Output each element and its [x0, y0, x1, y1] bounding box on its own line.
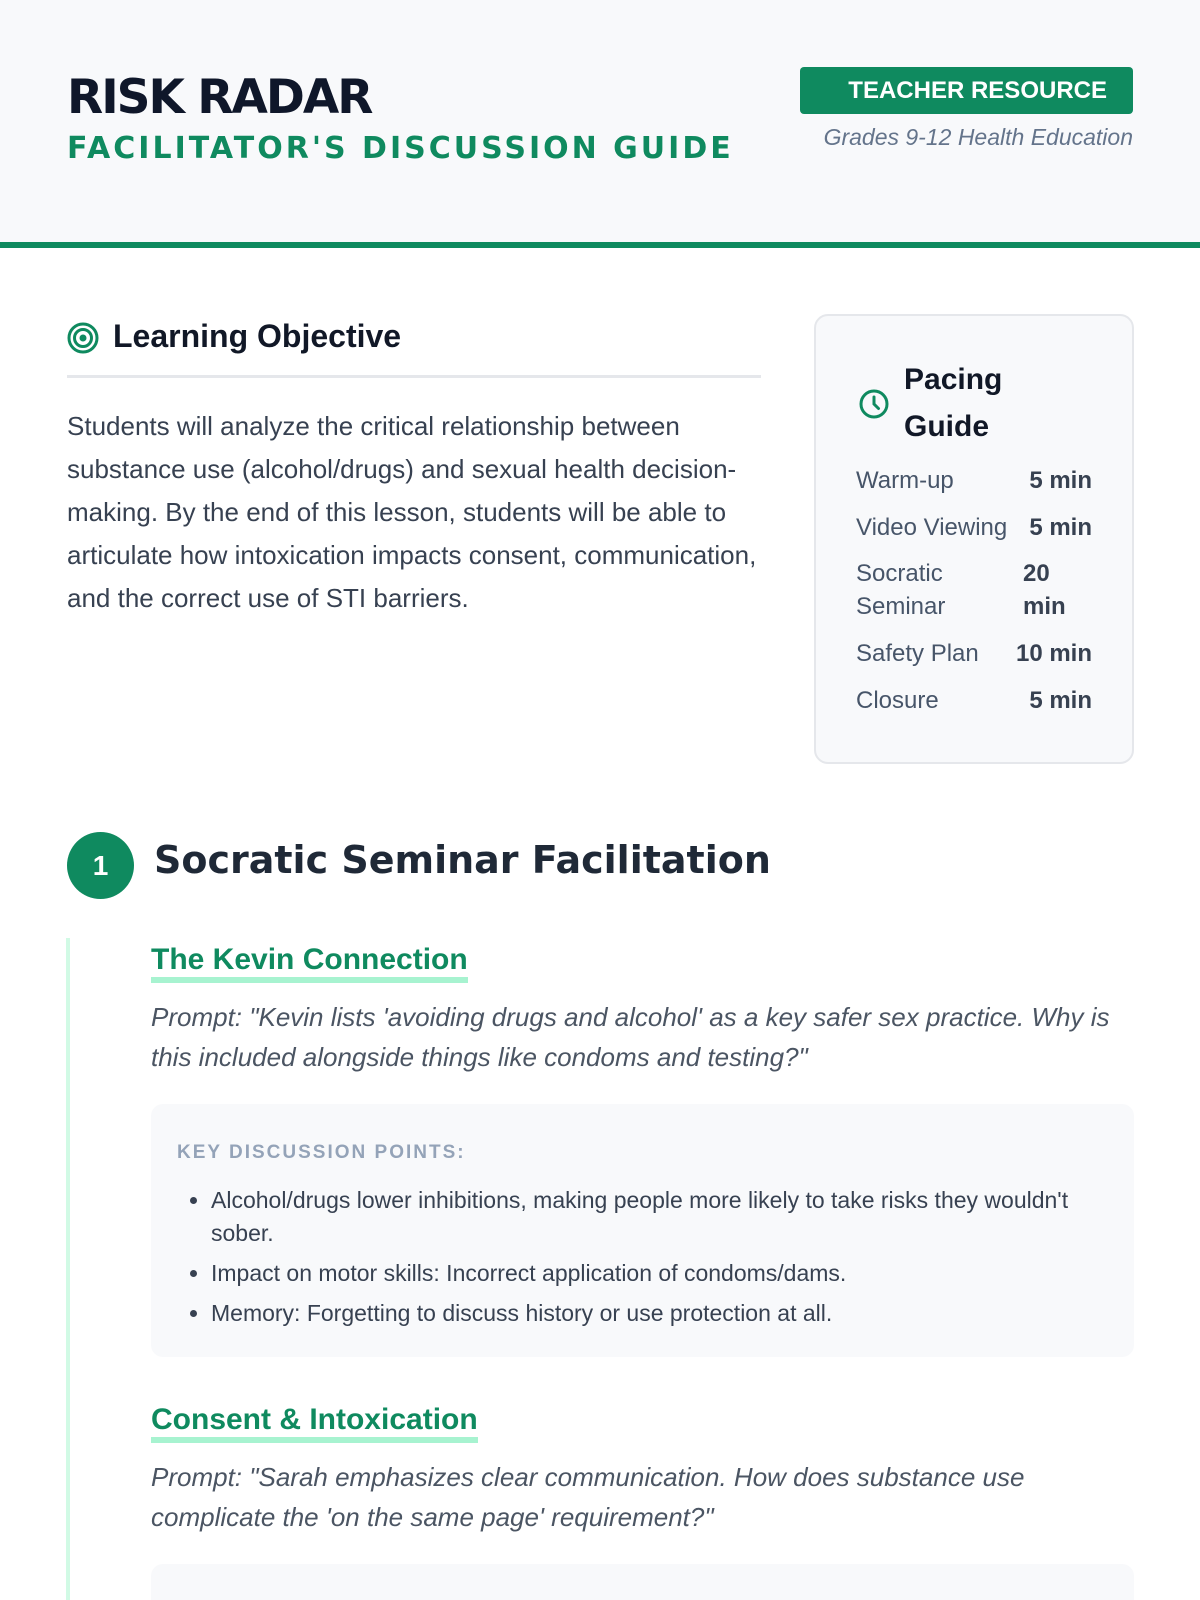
section-number-badge: 1 [67, 832, 134, 899]
pacing-label: Closure [856, 687, 939, 714]
key-points-label: KEY DISCUSSION POINTS: [177, 1142, 466, 1163]
item-title-consent-intoxication: Consent & Intoxication [151, 1403, 478, 1443]
pacing-value: 10 min [1015, 640, 1092, 667]
section-rule [66, 938, 70, 1600]
clock-icon [858, 388, 890, 420]
grades-label: Grades 9-12 Health Education [823, 124, 1133, 150]
learning-objective-text: Students will analyze the critical relationship between substance use (alcohol/drugs) and sexual health decision-making. By the end of this lesson, students will be able to articulate how intoxication impacts consent, communication, and the correct use of STI barriers. [67, 411, 757, 613]
pacing-label: Safety Plan [856, 640, 979, 667]
pacing-label: Warm-up [856, 467, 954, 494]
header [0, 0, 1200, 248]
list-item: • Alcohol/drugs lower inhibitions, making people more likely to take risks they wouldn't sober. [211, 1184, 1081, 1250]
pacing-label: Video Viewing [856, 514, 1008, 541]
item-prompt: Prompt: "Kevin lists 'avoiding drugs and alcohol' as a key safer sex practice. Why is this included alongside things like condoms and testing?" [151, 1002, 1110, 1072]
pacing-label: Socratic Seminar [856, 560, 946, 620]
brand-title: RISK RADAR [67, 70, 372, 125]
pacing-value: 5 min [1029, 514, 1092, 541]
pacing-guide-title: Pacing Guide [904, 363, 1003, 443]
key-points-box [151, 1564, 1134, 1600]
pacing-value: 5 min [1029, 467, 1092, 494]
item-prompt: Prompt: "Sarah emphasizes clear communication. How does substance use complicate the 'on the same page' requirement?" [151, 1462, 1025, 1532]
section-title: Socratic Seminar Facilitation [154, 838, 771, 882]
list-item: • Memory: Forgetting to discuss history or use protection at all. [211, 1297, 1081, 1330]
learning-objective-title: Learning Objective [113, 318, 402, 354]
target-icon [67, 322, 99, 354]
pacing-value: 5 min [1029, 687, 1092, 714]
guide-subtitle: FACILITATOR'S DISCUSSION GUIDE [67, 131, 734, 166]
pacing-guide-card [814, 314, 1134, 764]
key-points-box [151, 1104, 1134, 1357]
item-title-kevin-connection: The Kevin Connection [151, 943, 468, 983]
key-points-list [211, 1184, 1081, 1337]
teacher-resource-badge: TEACHER RESOURCE [800, 67, 1133, 114]
learning-objective-header [67, 318, 761, 378]
list-item: • Impact on motor skills: Incorrect application of condoms/dams. [211, 1257, 1081, 1290]
pacing-value: 20 min [1023, 560, 1066, 620]
